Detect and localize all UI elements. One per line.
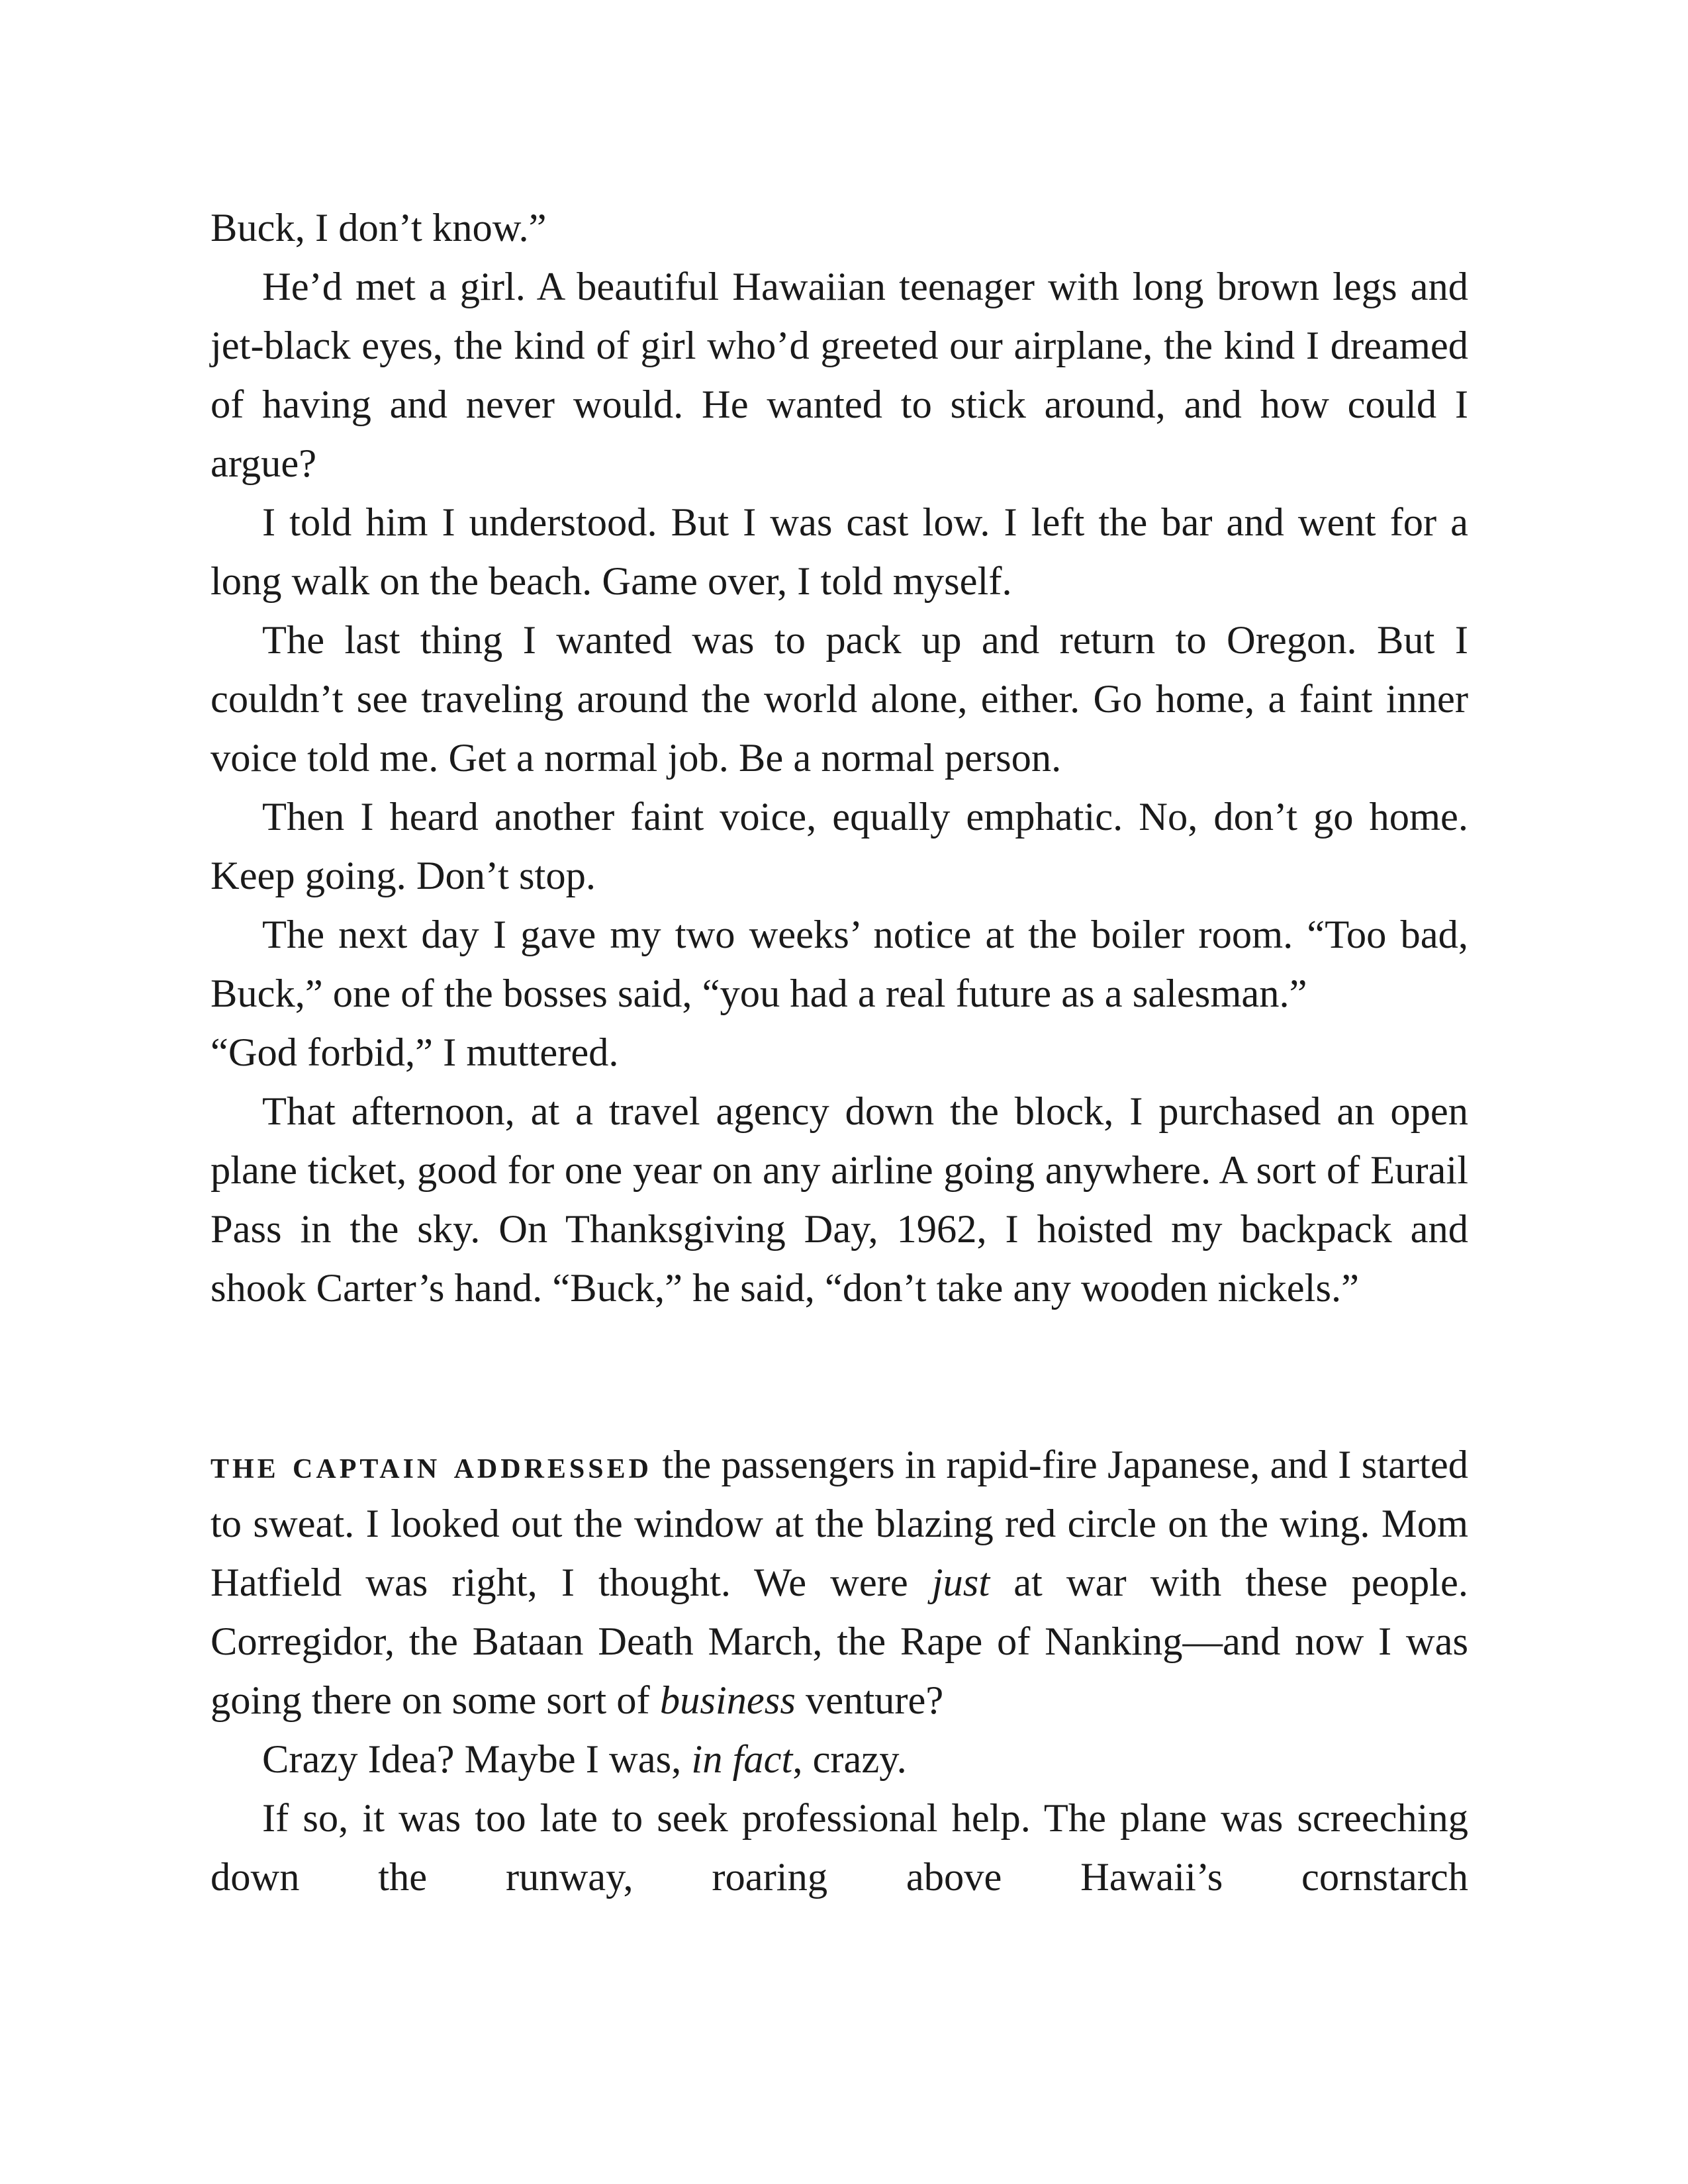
book-page [211, 199, 1468, 1907]
paragraph: If so, it was too late to seek professional help. The plane was screeching down the runway, roaring above Hawaii’s cornstarch [211, 1796, 1468, 1899]
paragraph-text: at war with these people. Corregidor, the Bataan Death March, the Rape of Nanking—and now I was going there on some sort of [211, 1561, 1468, 1723]
paragraph-text: Crazy Idea? Maybe I was, [262, 1737, 692, 1782]
emphasis-text: business [659, 1678, 796, 1723]
emphasis-text: just [931, 1561, 990, 1605]
emphasis-text: in fact [691, 1737, 793, 1782]
paragraph-text: venture? [795, 1678, 944, 1723]
section-lead-in: the captain addressed [211, 1443, 652, 1487]
paragraph: Then I heard another faint voice, equally emphatic. No, don’t go home. Keep going. Don’t stop. [211, 795, 1468, 898]
paragraph: I told him I understood. But I was cast low. I left the bar and went for a long walk on the beach. Game over, I told myself. [211, 500, 1468, 604]
paragraph: The last thing I wanted was to pack up and return to Oregon. But I couldn’t see traveling around the world alone, either. Go home, a faint inner voice told me. Get a normal job. Be a normal person. [211, 618, 1468, 780]
paragraph: He’d met a girl. A beautiful Hawaiian teenager with long brown legs and jet-black eyes, the kind of girl who’d greeted our airplane, the kind I dreamed of having and never would. He wanted to stick around, and how could I argue? [211, 265, 1468, 486]
section-opening-paragraph [211, 1435, 1468, 1730]
paragraph: The next day I gave my two weeks’ notice at the boiler room. “Too bad, Buck,” one of the bosses said, “you had a real future as a salesman.” [211, 913, 1468, 1016]
paragraph: That afternoon, at a travel agency down the block, I purchased an open plane ticket, good for one year on any airline going anywhere. A sort of Eurail Pass in the sky. On Thanksgiving Day, 1962, I hoisted my backpack and shook Carter’s hand. “Buck,” he said, “don’t take any wooden nickels.” [211, 1089, 1468, 1310]
paragraph [211, 1730, 1468, 1789]
paragraph-continuation: Buck, I don’t know.” [211, 206, 547, 250]
paragraph: “God forbid,” I muttered. [211, 1030, 619, 1075]
section-break [211, 1318, 1468, 1435]
paragraph-text: , crazy. [792, 1737, 907, 1782]
paragraph-text: the passengers in rapid-fire Japanese, and I started to sweat. I looked out the window at the blazing red circle on the wing. Mom Hatfield was right, I thought. We were [211, 1443, 1468, 1605]
